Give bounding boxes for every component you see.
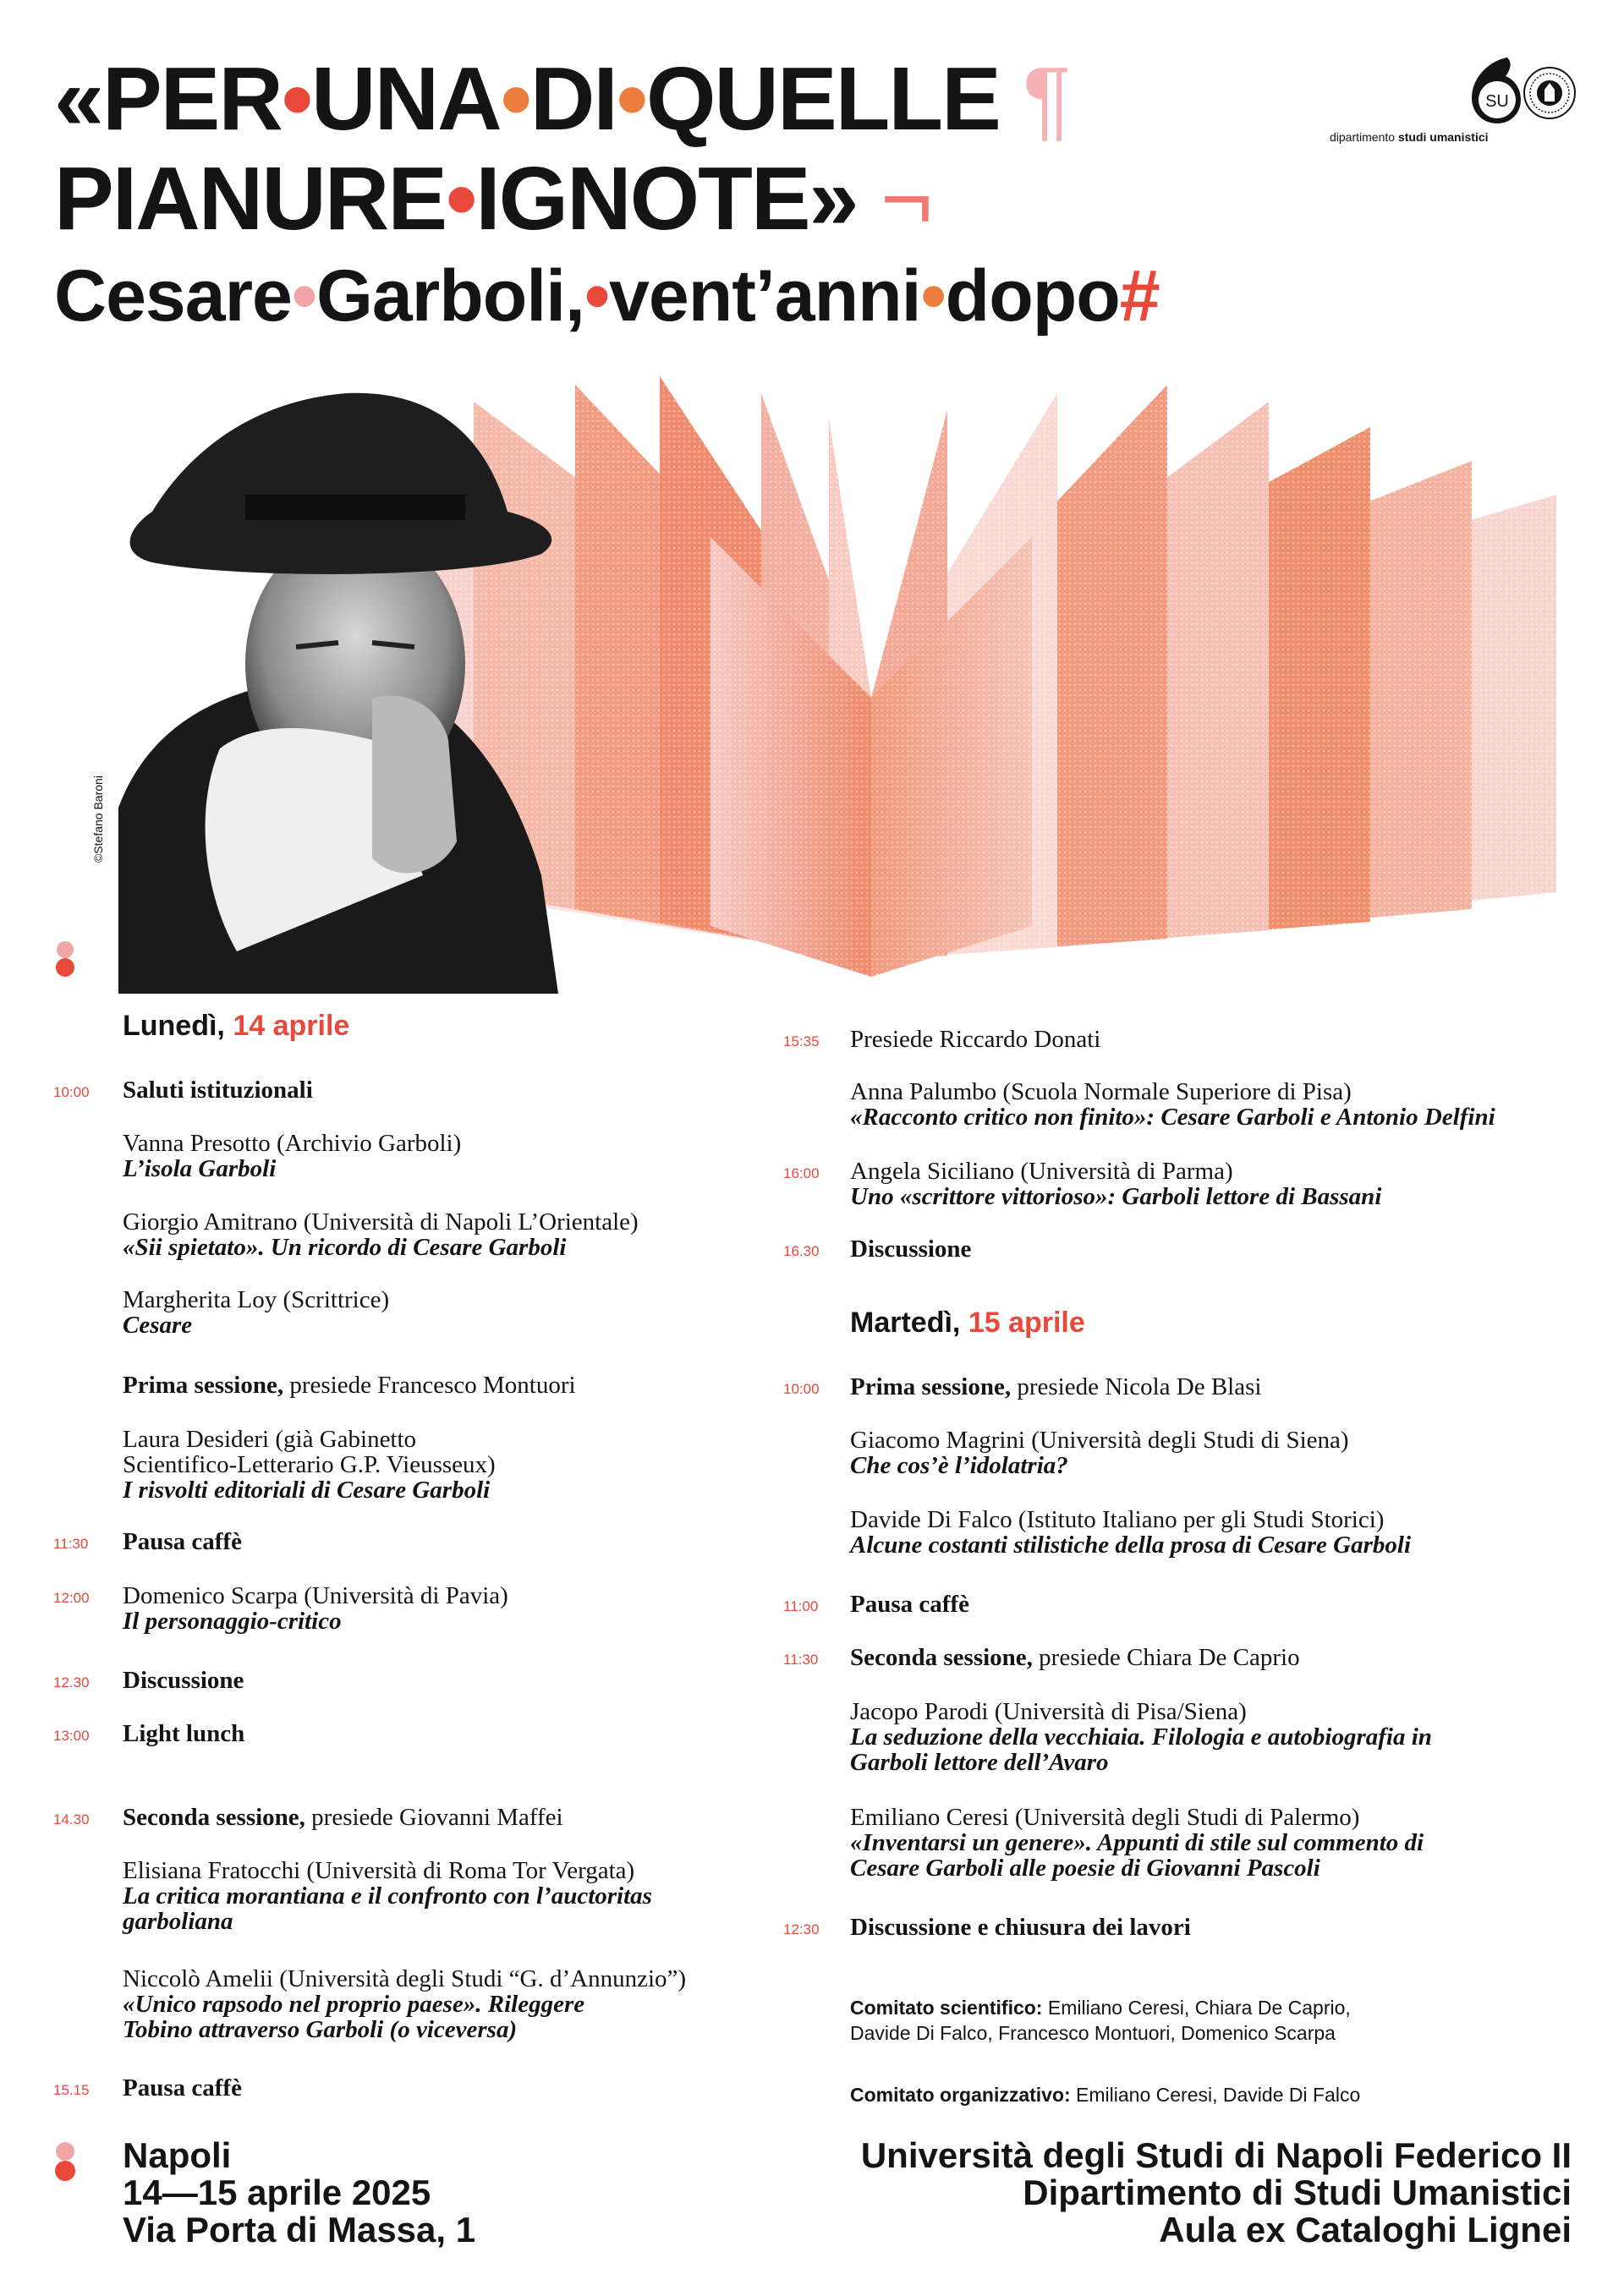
event-time: 15:35 (783, 1033, 820, 1049)
scientific-committee: Comitato scientifico: Emiliano Ceresi, Chiara De Caprio, Davide Di Falco, Francesco Montuori, Domenico Scarpa (850, 1997, 1351, 2044)
event-item: Niccolò Amelii (Università degli Studi “G. d’Annunzio”) «Unico rapsodo nel proprio paese». Rileggere Tobino attraverso Garboli (o viceversa) (123, 1965, 687, 2043)
footer-city: Napoli (123, 2135, 232, 2175)
event-item: Pausa caffè (850, 1591, 969, 1618)
event-time: 16:00 (783, 1165, 820, 1181)
event-item: Prima sessione, presiede Francesco Montuori (123, 1372, 576, 1399)
event-item: Pausa caffè (123, 2074, 242, 2101)
event-item: Angela Siciliano (Università di Parma) Uno «scrittore vittorioso»: Garboli lettore di Bassani (850, 1158, 1382, 1210)
event-time: 14.30 (53, 1811, 90, 1827)
event-time: 11:30 (783, 1652, 819, 1668)
event-item: Davide Di Falco (Istituto Italiano per gli Studi Storici) Alcune costanti stilistiche della prosa di Cesare Garboli (850, 1506, 1412, 1559)
event-time: 16.30 (783, 1243, 820, 1259)
event-item: Seconda sessione, presiede Chiara De Caprio (850, 1644, 1300, 1671)
event-item: Margherita Loy (Scrittrice) Cesare (123, 1286, 390, 1339)
footer-dates: 14—15 aprile 2025 (123, 2173, 431, 2212)
day1-heading: Lunedì, 14 aprile (123, 1010, 350, 1042)
event-time: 12:30 (783, 1921, 820, 1937)
event-item: Domenico Scarpa (Università di Pavia) Il personaggio-critico (123, 1582, 508, 1635)
department-logo-icon (1455, 54, 1528, 127)
title-line-3: Cesare•Garboli,•vent’anni•dopo# (54, 255, 1160, 337)
event-item: Jacopo Parodi (Università di Pisa/Siena) La seduzione della vecchiaia. Filologia e autobiografia in Garboli lettore dell’Avaro (850, 1698, 1432, 1776)
event-item: Light lunch (123, 1720, 245, 1747)
organizing-committee: Comitato organizzativo: Emiliano Ceresi, Davide Di Falco (850, 2084, 1361, 2106)
event-item: Discussione (123, 1667, 244, 1694)
event-item: Pausa caffè (123, 1528, 242, 1555)
title-line-2: PIANURE•IGNOTE» ¬ (54, 149, 931, 249)
event-item: Elisiana Fratocchi (Università di Roma Tor Vergata) La critica morantiana e il confronto con l’auctoritas garboliana (123, 1857, 652, 1935)
department-name: dipartimento studi umanistici (1330, 130, 1489, 144)
event-time: 11:00 (783, 1598, 819, 1614)
event-item: Prima sessione, presiede Nicola De Blasi (850, 1373, 1262, 1400)
event-logo-icon (52, 940, 78, 978)
footer-department: Dipartimento di Studi Umanistici (1023, 2173, 1572, 2212)
svg-text:SU: SU (1485, 92, 1509, 111)
event-item: Giorgio Amitrano (Università di Napoli L’Orientale) «Sii spietato». Un ricordo di Cesare Garboli (123, 1208, 639, 1261)
footer-university: Università degli Studi di Napoli Federico II (860, 2135, 1572, 2175)
day2-heading: Martedì, 15 aprile (850, 1307, 1085, 1339)
footer-logo-icon (52, 2141, 78, 2182)
event-time: 12.30 (53, 1674, 90, 1690)
event-item: Giacomo Magrini (Università degli Studi di Siena) Che cos’è l’idolatria? (850, 1427, 1349, 1479)
event-item: Saluti istituzionali (123, 1077, 313, 1104)
event-time: 11:30 (53, 1536, 89, 1552)
event-item: Laura Desideri (già Gabinetto Scientifico-Letterario G.P. Vieusseux) I risvolti editoriali di Cesare Garboli (123, 1426, 496, 1504)
event-item: Discussione e chiusura dei lavori (850, 1914, 1191, 1941)
photo-credit: ©Stefano Baroni (91, 775, 105, 863)
event-item: Seconda sessione, presiede Giovanni Maffei (123, 1804, 563, 1831)
event-time: 13:00 (53, 1728, 90, 1744)
event-item: Emiliano Ceresi (Università degli Studi di Palermo) «Inventarsi un genere». Appunti di stile sul commento di Cesare Garboli alle poesie di Giovanni Pascoli (850, 1804, 1424, 1882)
event-time: 15.15 (53, 2082, 90, 2098)
hero-illustration (118, 368, 1565, 994)
university-seal-icon (1522, 66, 1577, 120)
event-item: Anna Palumbo (Scuola Normale Superiore di Pisa) «Racconto critico non finito»: Cesare Garboli e Antonio Delfini (850, 1078, 1495, 1131)
footer-address: Via Porta di Massa, 1 (123, 2210, 476, 2249)
event-item: Presiede Riccardo Donati (850, 1026, 1101, 1053)
event-time: 10:00 (783, 1381, 820, 1397)
event-time: 12:00 (53, 1590, 90, 1606)
event-time: 10:00 (53, 1084, 90, 1100)
title-line-1: «PER•UNA•DI•QUELLE ¶ (54, 49, 1070, 149)
event-item: Discussione (850, 1236, 972, 1263)
event-item: Vanna Presotto (Archivio Garboli) L’isola Garboli (123, 1130, 462, 1182)
footer-room: Aula ex Cataloghi Lignei (1159, 2210, 1572, 2249)
